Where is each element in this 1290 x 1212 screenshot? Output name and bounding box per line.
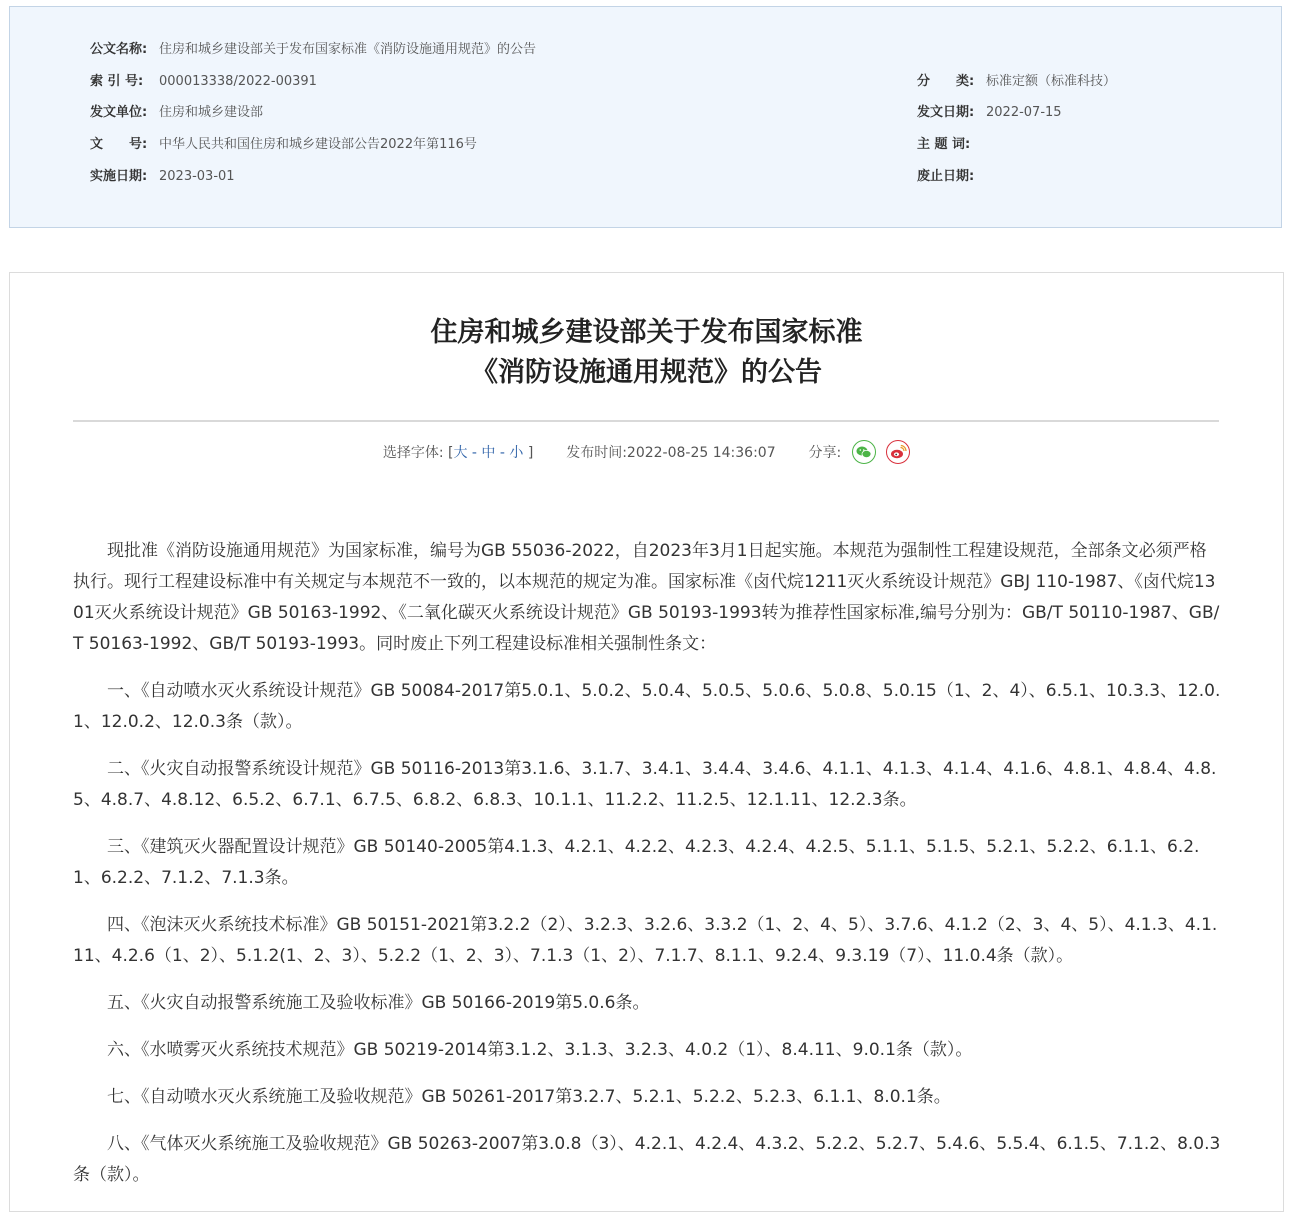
meta-effective-row (90, 167, 235, 187)
font-medium-link[interactable]: 中 (481, 445, 496, 461)
article-container (9, 272, 1284, 1212)
share-label: 分享: (808, 445, 842, 461)
title-divider (73, 420, 1219, 422)
font-bracket-open: [ (448, 445, 454, 461)
meta-index-row (90, 72, 317, 92)
font-select-label: 选择字体: (382, 445, 444, 461)
font-separator: - (495, 445, 510, 461)
body-paragraph: 六、《水喷雾灭火系统技术规范》GB 50219-2014第3.1.2、3.1.3、3.2.3、4.0.2（1）、8.4.11、9.0.1条（款）。 (107, 1040, 973, 1060)
body-paragraph: 一、《自动喷水灭火系统设计规范》GB 50084-2017第5.0.1、5.0.2、5.0.4、5.0.5、5.0.6、5.0.8、5.0.15（1、2、4）、6.5.1、10.3.3、12.0.1、12.0.2、12.0.3条（款）。 (73, 681, 1221, 732)
meta-category-value: 标准定额（标准科技） (986, 74, 1117, 89)
font-small-link[interactable]: 小 (509, 445, 524, 461)
meta-date-label: 发文日期: (917, 105, 975, 120)
meta-abolish-row (917, 167, 986, 187)
body-paragraph: 二、《火灾自动报警系统设计规范》GB 50116-2013第3.1.6、3.1.7、3.4.1、3.4.4、3.4.6、4.1.1、4.1.3、4.1.4、4.1.6、4.8.1、4.8.4、4.8.5、4.8.7、4.8.12、6.5.2、6.7.1、6.7.5、6.8.2、6.8.3、10.1.1、11.2.2、11.2.5、12.1.11、12.2.3条。 (73, 759, 1217, 810)
meta-docnum-row (90, 135, 477, 155)
article-info-bar (10, 441, 1283, 465)
meta-title-label: 公文名称: (90, 42, 148, 57)
font-large-link[interactable]: 大 (453, 445, 468, 461)
article-body (73, 536, 1223, 1207)
meta-keyword-label: 主 题 词: (917, 137, 971, 152)
body-paragraph: 八、《气体灭火系统施工及验收规范》GB 50263-2007第3.0.8（3）、4.2.1、4.2.4、4.3.2、5.2.2、5.2.7、5.4.6、5.5.4、6.1.5、7.1.2、8.0.3条（款）。 (73, 1134, 1221, 1185)
wechat-share-icon[interactable] (852, 440, 876, 464)
article-title (10, 313, 1283, 393)
publish-time: 2022-08-25 14:36:07 (626, 445, 776, 461)
body-paragraph: 七、《自动喷水灭火系统施工及验收规范》GB 50261-2017第3.2.7、5.2.1、5.2.2、5.2.3、6.1.1、8.0.1条。 (107, 1087, 951, 1107)
body-paragraph: 三、《建筑灭火器配置设计规范》GB 50140-2005第4.1.3、4.2.1、4.2.2、4.2.3、4.2.4、4.2.5、5.1.1、5.1.5、5.2.1、5.2.2、6.1.1、6.2.1、6.2.2、7.1.2、7.1.3条。 (73, 837, 1200, 888)
weibo-share-icon[interactable] (886, 440, 910, 464)
body-paragraph: 四、《泡沫灭火系统技术标准》GB 50151-2021第3.2.2（2）、3.2.3、3.2.6、3.3.2（1、2、4、5）、3.7.6、4.1.2（2、3、4、5）、4.1.3、4.1.11、4.2.6（1、2）、5.1.2(1、2、3）、5.2.2（1、2、3）、7.1.3（1、2）、7.1.7、8.1.1、9.2.4、9.3.19（7）、11.0.4条（款）。 (73, 915, 1218, 966)
font-separator: - (467, 445, 482, 461)
meta-title-value: 住房和城乡建设部关于发布国家标准《消防设施通用规范》的公告 (159, 42, 537, 57)
meta-title-row (90, 40, 536, 60)
meta-issuer-label: 发文单位: (90, 105, 148, 120)
meta-effective-label: 实施日期: (90, 169, 148, 184)
meta-date-row (917, 103, 1062, 123)
publish-label: 发布时间: (566, 445, 627, 461)
meta-date-value: 2022-07-15 (986, 105, 1062, 120)
meta-category-row (917, 72, 1116, 92)
article-title-line-2: 《消防设施通用规范》的公告 (471, 357, 822, 388)
meta-docnum-value: 中华人民共和国住房和城乡建设部公告2022年第116号 (159, 137, 477, 152)
document-metadata-panel (9, 6, 1282, 228)
meta-index-label: 索 引 号: (90, 74, 144, 89)
meta-index-value: 000013338/2022-00391 (159, 74, 317, 89)
meta-abolish-label: 废止日期: (917, 169, 975, 184)
meta-category-label: 分 类: (917, 74, 975, 89)
meta-issuer-row (90, 103, 263, 123)
meta-issuer-value: 住房和城乡建设部 (159, 105, 264, 120)
font-bracket-close: ] (527, 445, 534, 461)
meta-effective-value: 2023-03-01 (159, 169, 235, 184)
body-paragraph: 五、《火灾自动报警系统施工及验收标准》GB 50166-2019第5.0.6条。 (107, 993, 650, 1013)
body-paragraph: 现批准《消防设施通用规范》为国家标准，编号为GB 55036-2022，自2023年3月1日起实施。本规范为强制性工程建设规范，全部条文必须严格执行。现行工程建设标准中有关规定与本规范不一致的，以本规范的规定为准。国家标准《卤代烷1211灭火系统设计规范》GBJ 110-1987、《卤代烷1301灭火系统设计规范》GB 50163-1992、《二氧化碳灭火系统设计规范》GB 50193-1993转为推荐性国家标准,编号分别为：GB/T 50110-1987、GB/T 50163-1992、GB/T 50193-1993。同时废止下列工程建设标准相关强制性条文： (73, 541, 1220, 654)
meta-keyword-row (917, 135, 986, 155)
meta-docnum-label: 文 号: (90, 137, 148, 152)
article-title-line-1: 住房和城乡建设部关于发布国家标准 (430, 317, 863, 348)
